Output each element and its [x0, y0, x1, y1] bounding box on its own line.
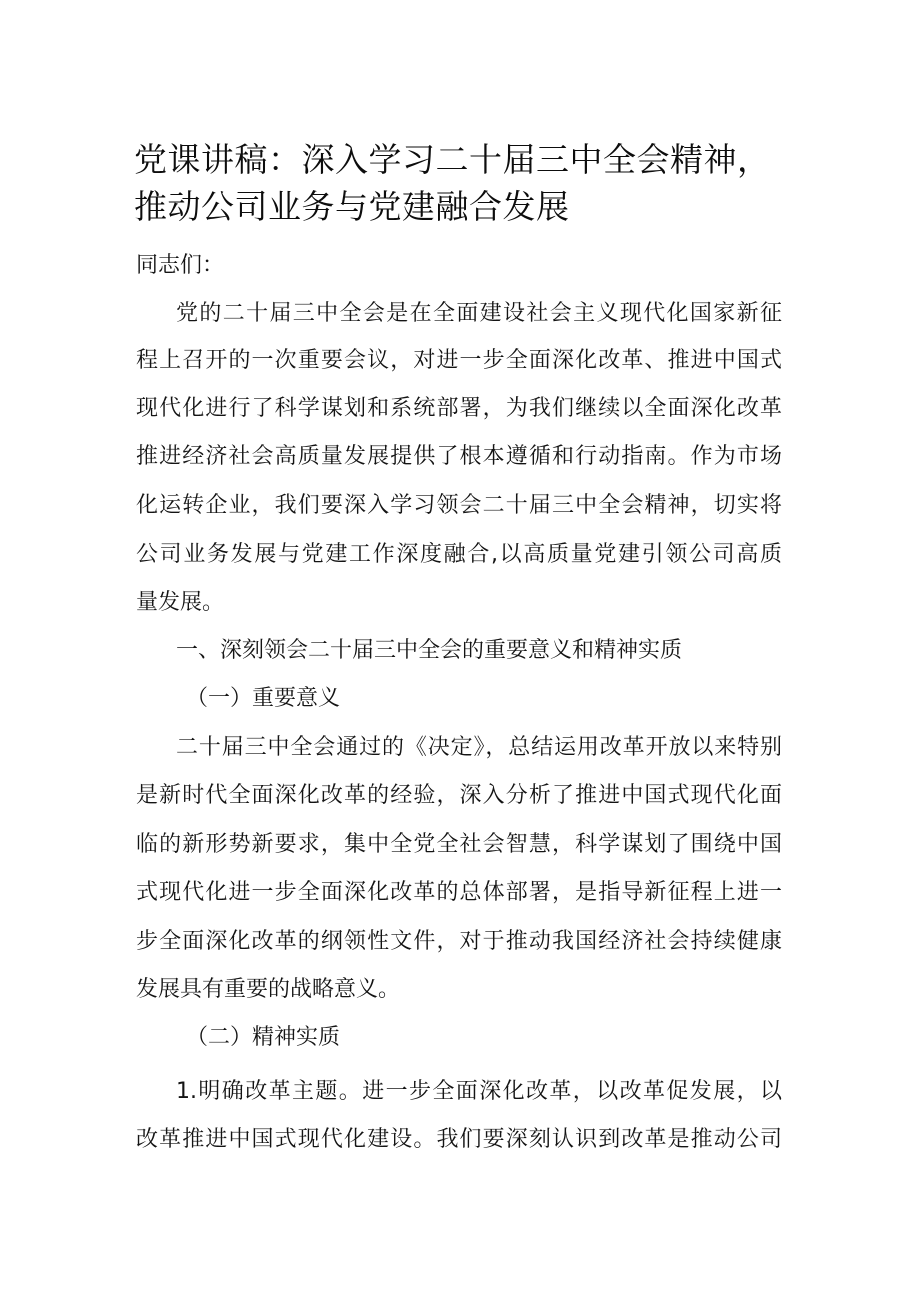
intro-line: 公司业务发展与党建工作深度融合,以高质量党建引领公司高质 [136, 542, 782, 567]
intro-line: 推进经济社会高质量发展提供了根本遵循和行动指南。作为市场 [136, 444, 782, 469]
document-title-line-1: 党课讲稿：深入学习二十届三中全会精神， [134, 140, 771, 179]
significance-line: 步全面深化改革的纲领性文件，对于推动我国经济社会持续健康 [136, 929, 782, 954]
section-heading: 一、深刻领会二十届三中全会的重要意义和精神实质 [176, 638, 683, 663]
point-line: 1.明确改革主题。进一步全面深化改革，以改革促发展，以 [176, 1079, 782, 1104]
significance-line: 临的新形势新要求，集中全党全社会智慧，科学谋划了围绕中国 [136, 832, 782, 857]
significance-line: 式现代化进一步全面深化改革的总体部署，是指导新征程上进一 [136, 880, 782, 905]
document-title-line-2: 推动公司业务与党建融合发展 [134, 187, 570, 226]
point-line: 改革推进中国式现代化建设。我们要深刻认识到改革是推动公司 [136, 1127, 782, 1152]
significance-line: 是新时代全面深化改革的经验，深入分析了推进中国式现代化面 [136, 783, 782, 808]
intro-line: 量发展。 [136, 590, 225, 615]
significance-line: 发展具有重要的战略意义。 [136, 977, 401, 1002]
intro-line: 现代化进行了科学谋划和系统部署，为我们继续以全面深化改革 [136, 396, 782, 421]
greeting: 同志们： [136, 253, 225, 278]
significance-line: 二十届三中全会通过的《决定》，总结运用改革开放以来特别 [176, 735, 782, 760]
intro-line: 化运转企业，我们要深入学习领会二十届三中全会精神，切实将 [136, 493, 782, 518]
subsection-heading: （二）精神实质 [186, 1025, 341, 1050]
subsection-heading: （一）重要意义 [186, 686, 341, 711]
intro-line: 程上召开的一次重要会议，对进一步全面深化改革、推进中国式 [136, 348, 782, 373]
intro-line: 党的二十届三中全会是在全面建设社会主义现代化国家新征 [176, 301, 782, 326]
